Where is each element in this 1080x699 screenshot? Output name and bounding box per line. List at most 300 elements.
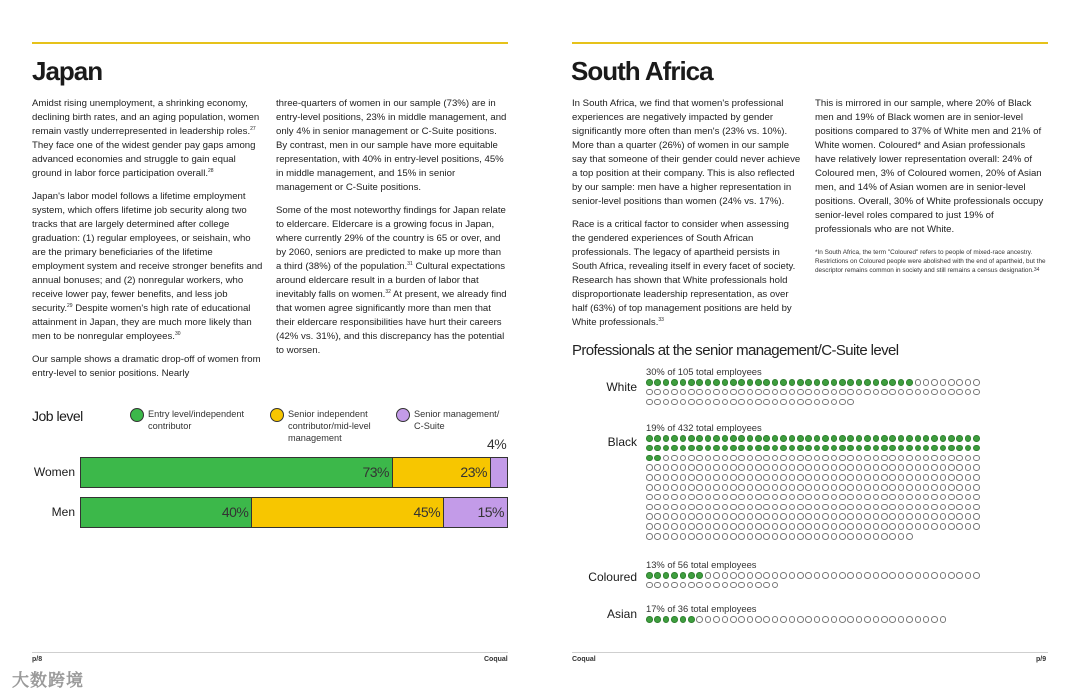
dot-senior [805, 379, 812, 386]
dot-other [671, 582, 678, 589]
dot-other [680, 399, 687, 406]
dot-other [722, 464, 729, 471]
dot-other [965, 513, 972, 520]
dot-senior [906, 445, 913, 452]
dot-other [688, 474, 695, 481]
dot-senior [931, 435, 938, 442]
dot-senior [671, 379, 678, 386]
dot-other [973, 504, 980, 511]
dot-other [864, 616, 871, 623]
dot-other [831, 572, 838, 579]
dot-senior [705, 435, 712, 442]
dot-other [956, 474, 963, 481]
dot-other [822, 616, 829, 623]
dot-senior [839, 435, 846, 442]
dot-other [956, 494, 963, 501]
dot-other [713, 572, 720, 579]
dot-other [780, 494, 787, 501]
dot-other [646, 484, 653, 491]
dot-other [856, 455, 863, 462]
dot-senior [763, 435, 770, 442]
dot-other [738, 464, 745, 471]
dot-other [931, 464, 938, 471]
dot-other [839, 504, 846, 511]
dot-other [789, 494, 796, 501]
dot-other [931, 484, 938, 491]
dot-other [747, 455, 754, 462]
dot-other [654, 494, 661, 501]
dot-senior [873, 379, 880, 386]
dot-other [948, 523, 955, 530]
dot-other [973, 464, 980, 471]
dot-other [722, 572, 729, 579]
dot-senior [797, 445, 804, 452]
dot-other [738, 474, 745, 481]
dot-other [814, 616, 821, 623]
dot-senior [646, 455, 653, 462]
dot-other [831, 455, 838, 462]
dot-other [780, 533, 787, 540]
dot-other [763, 533, 770, 540]
dot-other [940, 484, 947, 491]
dot-other [948, 464, 955, 471]
dot-other [713, 399, 720, 406]
dot-other [747, 533, 754, 540]
dot-senior [747, 379, 754, 386]
bar-women [80, 457, 508, 488]
dot-other [789, 389, 796, 396]
dot-senior [805, 445, 812, 452]
dot-other [654, 504, 661, 511]
dot-other [654, 513, 661, 520]
dot-other [805, 572, 812, 579]
dot-other [789, 464, 796, 471]
dot-other [864, 494, 871, 501]
dot-other [881, 494, 888, 501]
dot-senior [755, 445, 762, 452]
dot-other [864, 474, 871, 481]
dot-other [889, 494, 896, 501]
dot-senior [671, 445, 678, 452]
dot-other [889, 474, 896, 481]
dot-senior [663, 435, 670, 442]
text-column-2 [815, 97, 1048, 246]
dot-other [722, 616, 729, 623]
dot-other [696, 616, 703, 623]
footnote: *In South Africa, the term "Coloured" refers to people of mixed-race ancestry. Restrictions on Coloured people were abolished with the end of apartheid, but the descriptor remains common in society and still remains a census designation.$^{34}$ [815, 249, 1046, 274]
dot-senior [730, 379, 737, 386]
dot-other [898, 504, 905, 511]
dot-other [705, 389, 712, 396]
dot-other [965, 504, 972, 511]
dot-other [906, 464, 913, 471]
dot-senior [772, 445, 779, 452]
dot-other [705, 504, 712, 511]
dot-other [722, 504, 729, 511]
dot-senior [956, 435, 963, 442]
page-number: p/8 [32, 656, 43, 663]
dot-other [847, 494, 854, 501]
dot-other [881, 504, 888, 511]
dot-senior [948, 445, 955, 452]
dot-other [805, 455, 812, 462]
dot-other [680, 389, 687, 396]
bar-value-label: 73% [362, 464, 389, 480]
dot-other [654, 399, 661, 406]
dot-other [814, 572, 821, 579]
dot-other [696, 455, 703, 462]
dot-other [671, 399, 678, 406]
paragraph: In South Africa, we find that women's professional experiences are negatively impacted by gender significantly more often than men's (23% vs. 10%). More than a quarter (26%) of women in our sample say that someone of their gender could never achieve a top position at their company. This is also reflected by our sample: men have a higher representation in senior-level positions than women (24% vs. 17%). [572, 98, 801, 207]
dot-other [847, 616, 854, 623]
dot-other [973, 389, 980, 396]
dot-other [797, 464, 804, 471]
dot-other [671, 464, 678, 471]
dot-other [713, 389, 720, 396]
dot-other [772, 484, 779, 491]
dot-other [663, 484, 670, 491]
dot-senior [738, 445, 745, 452]
dot-other [839, 484, 846, 491]
dot-other [906, 523, 913, 530]
dot-senior [722, 379, 729, 386]
dot-other [696, 494, 703, 501]
dot-other [671, 484, 678, 491]
dot-other [772, 523, 779, 530]
dot-other [940, 455, 947, 462]
dot-other [671, 513, 678, 520]
dot-other [680, 494, 687, 501]
dot-other [797, 523, 804, 530]
dot-other [705, 572, 712, 579]
dot-senior [923, 435, 930, 442]
dot-other [680, 484, 687, 491]
bar-segment-women-2 [490, 458, 507, 487]
dot-senior [772, 435, 779, 442]
watermark: 大数跨境 [12, 671, 84, 690]
dot-senior [713, 379, 720, 386]
dot-other [688, 464, 695, 471]
dot-other [688, 494, 695, 501]
dot-other [864, 455, 871, 462]
dot-other [805, 494, 812, 501]
dot-other [839, 523, 846, 530]
dot-other [646, 513, 653, 520]
dot-other [906, 474, 913, 481]
dot-other [889, 513, 896, 520]
dot-senior [864, 435, 871, 442]
dot-other [965, 523, 972, 530]
dot-senior [755, 379, 762, 386]
dot-other [713, 533, 720, 540]
dot-other [747, 494, 754, 501]
dot-other [797, 533, 804, 540]
dot-other [738, 616, 745, 623]
dot-other [680, 513, 687, 520]
dot-other [822, 572, 829, 579]
dot-other [839, 399, 846, 406]
dot-senior [797, 435, 804, 442]
dot-other [889, 523, 896, 530]
dot-other [814, 504, 821, 511]
dot-other [738, 494, 745, 501]
dot-senior [713, 445, 720, 452]
dot-other [730, 399, 737, 406]
dot-other [873, 504, 880, 511]
dot-other [722, 582, 729, 589]
dot-other [864, 464, 871, 471]
dot-other [696, 484, 703, 491]
dot-other [906, 533, 913, 540]
dot-other [940, 504, 947, 511]
dot-senior [663, 379, 670, 386]
dot-other [797, 474, 804, 481]
dot-senior [688, 435, 695, 442]
dot-other [915, 464, 922, 471]
bar-label-women: Women [33, 465, 75, 479]
dot-other [780, 484, 787, 491]
dot-other [763, 484, 770, 491]
legend-swatch-mid [270, 408, 284, 422]
dot-other [965, 484, 972, 491]
paragraph: Japan's labor model follows a lifetime employment system, which offers lifetime job security along two tracks that are largely determined after college graduation: (1) regular employees, or seishain, who are the primary beneficiaries of the lifetime employment system and receive stronger benefits and annual bonuses; and (2) nonregular workers, who receive lower pay, fewer benefits, and less job security.$^{29}$ Despite women's high rate of educational attainment in Japan, they are much more likely than men to be nonregular employees.$^{30}$ [32, 191, 263, 342]
dot-other [856, 572, 863, 579]
dot-other [646, 582, 653, 589]
dot-other [881, 523, 888, 530]
bar-value-label: 23% [460, 464, 487, 480]
dot-other [772, 399, 779, 406]
dot-other [831, 464, 838, 471]
dot-other [973, 523, 980, 530]
dot-other [722, 484, 729, 491]
dot-other [847, 513, 854, 520]
dot-other [663, 533, 670, 540]
dot-other [956, 513, 963, 520]
dot-other [713, 504, 720, 511]
dot-other [940, 464, 947, 471]
dot-other [680, 523, 687, 530]
dot-other [671, 494, 678, 501]
bar-segment-men-0 [81, 498, 251, 527]
dot-other [940, 572, 947, 579]
dot-other [805, 389, 812, 396]
footer-brand: Coqual [484, 656, 508, 663]
text-column-2 [276, 97, 508, 367]
dot-other [755, 455, 762, 462]
dot-senior [906, 435, 913, 442]
dot-senior [948, 435, 955, 442]
dot-other [780, 474, 787, 481]
dot-other [873, 484, 880, 491]
group-caption-white: 30% of 105 total employees [646, 366, 762, 377]
dot-other [680, 464, 687, 471]
dot-other [688, 504, 695, 511]
dot-other [646, 464, 653, 471]
dot-other [839, 455, 846, 462]
dot-other [847, 504, 854, 511]
dot-other [763, 513, 770, 520]
dot-other [713, 616, 720, 623]
dot-other [856, 533, 863, 540]
dot-senior [680, 435, 687, 442]
paragraph: This is mirrored in our sample, where 20% of Black men and 19% of Black women are in senior-level positions compared to 37% of White men and 21% of White women. Coloured* and Asian professionals have relatively lower representation overall: 24% of Coloured men, 3% of Coloured women, 20% of Asian men, and 14% of Asian women are in senior-level positions. Overall, 30% of White professionals occupy senior-level roles compared to just 19% of professionals who are not White. [815, 98, 1044, 235]
dot-other [898, 572, 905, 579]
dot-other [923, 484, 930, 491]
dot-senior [856, 445, 863, 452]
dot-senior [864, 379, 871, 386]
dot-other [671, 504, 678, 511]
dot-other [747, 474, 754, 481]
dot-other [839, 616, 846, 623]
dot-other [671, 474, 678, 481]
dot-other [654, 484, 661, 491]
dot-other [956, 504, 963, 511]
dot-senior [831, 445, 838, 452]
dot-senior [889, 435, 896, 442]
dot-other [915, 474, 922, 481]
dot-senior [646, 445, 653, 452]
dot-other [898, 455, 905, 462]
dot-senior [646, 572, 653, 579]
dot-other [906, 616, 913, 623]
dot-other [948, 389, 955, 396]
dot-other [889, 504, 896, 511]
dot-other [822, 464, 829, 471]
paragraph: Our sample shows a dramatic drop-off of women from entry-level to senior positions. Nearly [32, 354, 261, 379]
dot-other [705, 484, 712, 491]
dot-other [915, 504, 922, 511]
dot-senior [654, 616, 661, 623]
dot-senior [763, 445, 770, 452]
bar-segment-women-0 [81, 458, 392, 487]
dot-other [789, 484, 796, 491]
dot-other [856, 494, 863, 501]
dot-other [722, 455, 729, 462]
dot-other [780, 399, 787, 406]
dot-other [696, 533, 703, 540]
dot-other [680, 582, 687, 589]
dot-other [747, 616, 754, 623]
dot-other [705, 464, 712, 471]
dot-other [696, 582, 703, 589]
dot-other [713, 464, 720, 471]
dot-other [856, 474, 863, 481]
dot-other [931, 523, 938, 530]
dot-other [923, 474, 930, 481]
text-column-1 [32, 97, 264, 390]
dot-other [730, 389, 737, 396]
dot-other [915, 494, 922, 501]
top-rule [572, 42, 1048, 44]
dot-other [822, 494, 829, 501]
dot-other [822, 389, 829, 396]
dot-other [889, 484, 896, 491]
dot-other [755, 533, 762, 540]
dot-senior [915, 445, 922, 452]
dot-other [847, 523, 854, 530]
dot-other [722, 474, 729, 481]
dot-other [730, 616, 737, 623]
dot-senior [973, 445, 980, 452]
bar-segment-men-1 [251, 498, 443, 527]
dot-other [772, 504, 779, 511]
dot-other [722, 399, 729, 406]
dot-other [805, 474, 812, 481]
dot-other [898, 474, 905, 481]
dot-other [730, 494, 737, 501]
dot-other [747, 399, 754, 406]
dot-other [646, 474, 653, 481]
dot-senior [822, 445, 829, 452]
dot-other [847, 474, 854, 481]
dot-other [730, 484, 737, 491]
dot-other [713, 474, 720, 481]
dot-other [822, 399, 829, 406]
dot-senior [805, 435, 812, 442]
dot-other [898, 523, 905, 530]
dot-other [973, 484, 980, 491]
dot-other [646, 504, 653, 511]
dot-other [881, 484, 888, 491]
dot-other [856, 389, 863, 396]
dot-other [956, 379, 963, 386]
dot-other [898, 464, 905, 471]
dot-other [671, 455, 678, 462]
dot-senior [889, 445, 896, 452]
dot-senior [763, 379, 770, 386]
dot-senior [747, 435, 754, 442]
dot-other [797, 455, 804, 462]
dot-other [940, 494, 947, 501]
dot-other [898, 616, 905, 623]
page-title: Japan [32, 56, 103, 86]
dot-other [822, 533, 829, 540]
dot-other [965, 389, 972, 396]
dot-other [973, 474, 980, 481]
bar-segment-women-1 [392, 458, 490, 487]
dot-senior [671, 616, 678, 623]
dot-other [831, 533, 838, 540]
dot-other [738, 513, 745, 520]
dot-other [915, 389, 922, 396]
right-page [540, 0, 1080, 699]
dot-other [814, 523, 821, 530]
dot-other [747, 484, 754, 491]
dot-other [923, 389, 930, 396]
dot-other [831, 513, 838, 520]
dot-other [881, 533, 888, 540]
dot-other [646, 494, 653, 501]
dot-other [730, 523, 737, 530]
dot-other [646, 523, 653, 530]
dot-other [663, 523, 670, 530]
dot-senior [780, 445, 787, 452]
dot-other [923, 523, 930, 530]
dot-senior [654, 379, 661, 386]
dot-other [831, 504, 838, 511]
chart-title: Professionals at the senior management/C-Suite level [572, 342, 899, 359]
dot-other [663, 504, 670, 511]
dot-other [940, 474, 947, 481]
dot-other [948, 504, 955, 511]
dot-other [956, 455, 963, 462]
dot-other [839, 513, 846, 520]
dot-other [738, 455, 745, 462]
dot-senior [898, 445, 905, 452]
dot-other [822, 455, 829, 462]
dot-senior [646, 379, 653, 386]
dot-other [663, 399, 670, 406]
